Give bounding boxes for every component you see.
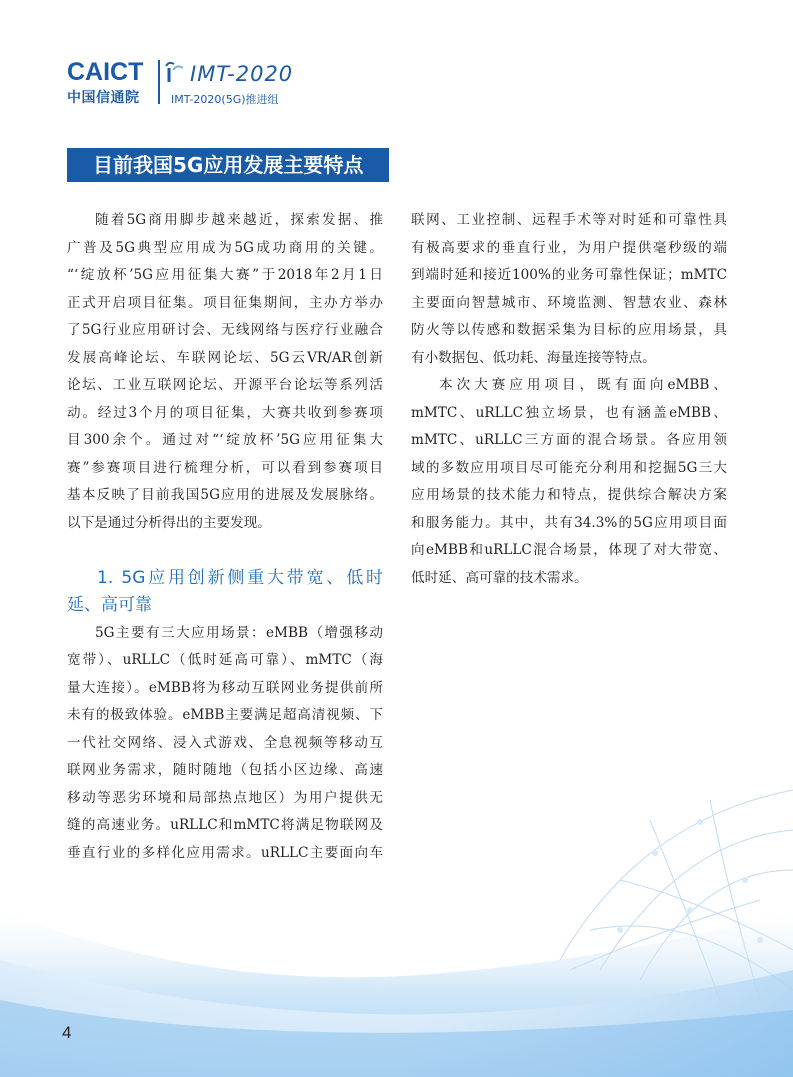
text-line: 防火等以传感和数据采集为目标的应用场景，具 <box>411 322 727 338</box>
text-line: 到端时延和接近100%的业务可靠性保证；mMTC <box>411 267 727 283</box>
text-line: mMTC、uRLLC三方面的混合场景。各应用领 <box>411 432 727 448</box>
caict-logo-cn: 中国信通院 <box>67 90 140 106</box>
text-line: 本次大赛应用项目，既有面向eMBB、 <box>439 377 727 393</box>
text-line: 基本反映了目前我国5G应用的进展及发展脉络。 <box>67 487 383 503</box>
caict-logo: CAICT <box>67 58 144 86</box>
text-line: 缝的高速业务。uRLLC和mMTC将满足物联网及 <box>67 817 383 833</box>
text-line: mMTC、uRLLC独立场景，也有涵盖eMBB、 <box>411 404 727 421</box>
page-number: 4 <box>62 1023 72 1042</box>
text-line: 有小数据包、低功耗、海量连接等特点。 <box>411 349 656 366</box>
text-line: 联网业务需求，随时随地（包括小区边缘、高速 <box>67 762 383 778</box>
section-title: 目前我国5G应用发展主要特点 <box>93 153 364 177</box>
text-line: 主要面向智慧城市、环境监测、智慧农业、森林 <box>411 294 727 311</box>
imt-logo: IMT-2020 <box>190 62 294 86</box>
subheading-line: 1. 5G应用创新侧重大带宽、低时 <box>97 567 383 588</box>
text-line: 正式开启项目征集。项目征集期间，主办方举办 <box>67 294 383 311</box>
text-line: 以下是通过分析得出的主要发现。 <box>67 514 271 531</box>
imt-signal-icon <box>165 60 191 86</box>
right-column <box>411 207 727 592</box>
text-line: 随着5G商用脚步越来越近，探索发据、推 <box>95 212 383 228</box>
text-line: 垂直行业的多样化应用需求。uRLLC主要面向车 <box>67 844 383 861</box>
text-line: 和服务能力。其中，共有34.3%的5G应用项目面 <box>411 514 727 531</box>
text-line: 了5G行业应用研讨会、无线网络与医疗行业融合 <box>67 322 383 338</box>
text-line: “‘绽放杯’5G应用征集大赛”于2018年2月1日 <box>67 267 383 283</box>
logo-divider <box>158 60 160 104</box>
text-line: 联网、工业控制、远程手术等对时延和可靠性具 <box>411 212 727 228</box>
text-line: 动。经过3个月的项目征集，大赛共收到参赛项 <box>67 404 383 421</box>
decorative-network-globe <box>0 760 793 1077</box>
text-line: 未有的极致体验。eMBB主要满足超高清视频、下 <box>67 707 383 723</box>
text-line: 论坛、工业互联网论坛、开源平台论坛等系列活 <box>67 377 383 393</box>
text-line: 5G主要有三大应用场景：eMBB（增强移动 <box>95 624 383 641</box>
text-line: 域的多数应用项目尽可能充分利用和挖掘5G三大 <box>411 459 727 476</box>
text-line: 目300余个。通过对“‘绽放杯’5G应用征集大 <box>67 432 383 448</box>
text-line: 宽带）、uRLLC（低时延高可靠）、mMTC（海 <box>67 652 383 668</box>
text-line: 量大连接）。eMBB将为移动互联网业务提供前所 <box>67 679 383 696</box>
text-line: 应用场景的技术能力和特点，提供综合解决方案 <box>411 487 727 503</box>
text-line: 移动等恶劣环境和局部热点地区）为用户提供无 <box>67 789 383 806</box>
text-line: 低时延、高可靠的技术需求。 <box>411 569 588 586</box>
text-line: 有极高要求的垂直行业，为用户提供毫秒级的端 <box>411 239 727 256</box>
text-line: 一代社交网络、浸入式游戏、全息视频等移动互 <box>67 734 383 751</box>
imt-logo-sub: IMT-2020(5G)推进组 <box>171 93 279 106</box>
text-line: 广普及5G典型应用成为5G成功商用的关键。 <box>67 239 383 256</box>
text-line: 发展高峰论坛、车联网论坛、5G云VR/AR创新 <box>67 349 383 366</box>
subheading-line: 延、高可靠 <box>67 595 152 615</box>
text-line: 向eMBB和uRLLC混合场景，体现了对大带宽、 <box>411 542 727 558</box>
text-line: 赛”参赛项目进行梳理分析，可以看到参赛项目 <box>67 459 383 476</box>
paragraph-gap <box>67 537 383 565</box>
